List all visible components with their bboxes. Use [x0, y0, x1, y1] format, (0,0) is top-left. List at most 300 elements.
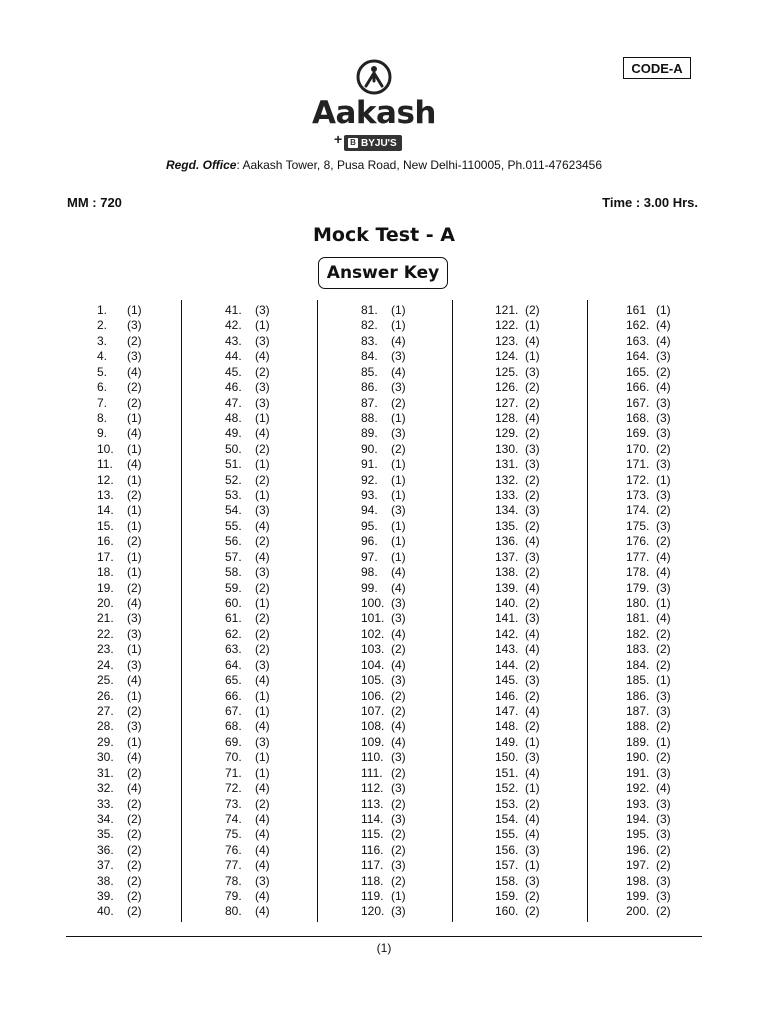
answer-option: (2) — [391, 796, 406, 811]
answer-row — [225, 534, 270, 549]
question-number: 69. — [225, 734, 242, 749]
answer-row — [225, 827, 270, 842]
answer-row — [225, 766, 270, 781]
question-number: 200. — [626, 904, 650, 919]
answer-option: (2) — [525, 719, 540, 734]
question-number: 171. — [626, 457, 650, 472]
question-number: 162. — [626, 318, 650, 333]
question-number: 106. — [361, 688, 385, 703]
answer-row — [495, 365, 540, 380]
answer-row — [361, 565, 406, 580]
answer-option: (3) — [525, 842, 540, 857]
answer-option: (2) — [127, 534, 142, 549]
question-number: 158. — [495, 873, 519, 888]
byjus-mark-icon: B — [348, 138, 358, 148]
answer-option: (4) — [525, 333, 540, 348]
answer-row — [225, 658, 270, 673]
answer-option: (4) — [656, 333, 671, 348]
question-number: 103. — [361, 642, 385, 657]
question-number: 56. — [225, 534, 242, 549]
answer-option: (1) — [391, 410, 406, 425]
answer-row — [361, 827, 406, 842]
question-number: 100. — [361, 596, 385, 611]
answer-option: (4) — [391, 719, 406, 734]
answer-row — [225, 349, 270, 364]
question-number: 7. — [97, 395, 108, 410]
answer-row — [495, 689, 540, 704]
answer-row — [626, 874, 671, 889]
answer-row — [97, 596, 142, 611]
question-number: 48. — [225, 410, 242, 425]
answer-row — [97, 334, 142, 349]
answer-option: (3) — [391, 349, 406, 364]
answer-row — [97, 442, 142, 457]
max-marks: MM : 720 — [67, 195, 122, 210]
question-number: 138. — [495, 565, 519, 580]
question-number: 156. — [495, 842, 519, 857]
answer-row — [97, 473, 142, 488]
answer-option: (2) — [525, 426, 540, 441]
answer-option: (3) — [391, 811, 406, 826]
answer-row — [361, 334, 406, 349]
answer-row — [495, 750, 540, 765]
answer-option: (4) — [255, 719, 270, 734]
question-number: 39. — [97, 889, 114, 904]
answer-option: (1) — [255, 318, 270, 333]
answer-column-3 — [361, 303, 406, 920]
question-number: 189. — [626, 734, 650, 749]
question-number: 176. — [626, 534, 650, 549]
answer-row — [97, 303, 142, 318]
answer-row — [361, 812, 406, 827]
answer-row — [97, 581, 142, 596]
answer-row — [626, 797, 671, 812]
answer-option: (1) — [255, 410, 270, 425]
answer-option: (4) — [525, 765, 540, 780]
answer-row — [225, 781, 270, 796]
answer-option: (2) — [391, 441, 406, 456]
answer-option: (1) — [255, 703, 270, 718]
answer-row — [97, 766, 142, 781]
column-divider — [181, 300, 182, 922]
answer-row — [225, 735, 270, 750]
answer-option: (3) — [656, 688, 671, 703]
answer-row — [495, 457, 540, 472]
question-number: 65. — [225, 673, 242, 688]
answer-row — [225, 473, 270, 488]
question-number: 35. — [97, 827, 114, 842]
answer-column-1 — [97, 303, 142, 920]
answer-option: (2) — [391, 827, 406, 842]
answer-option: (3) — [656, 889, 671, 904]
byjus-badge — [334, 131, 402, 151]
question-number: 124. — [495, 349, 519, 364]
partner-name: BYJU'S — [361, 137, 397, 149]
answer-row — [225, 442, 270, 457]
answer-row — [495, 611, 540, 626]
answer-row — [225, 673, 270, 688]
office-address: : Aakash Tower, 8, Pusa Road, New Delhi-110005, Ph.011-47623456 — [236, 158, 603, 172]
answer-option: (2) — [127, 842, 142, 857]
answer-option: (2) — [656, 858, 671, 873]
answer-row — [361, 581, 406, 596]
answer-row — [626, 519, 671, 534]
question-number: 53. — [225, 488, 242, 503]
answer-option: (3) — [525, 503, 540, 518]
answer-row — [225, 904, 270, 919]
question-number: 46. — [225, 380, 242, 395]
question-number: 115. — [361, 827, 384, 842]
answer-row — [495, 858, 540, 873]
answer-row — [626, 550, 671, 565]
answer-option: (2) — [255, 580, 270, 595]
answer-row — [225, 689, 270, 704]
answer-option: (2) — [127, 889, 142, 904]
answer-row — [361, 781, 406, 796]
answer-option: (4) — [255, 349, 270, 364]
answer-row — [626, 457, 671, 472]
answer-option: (3) — [127, 626, 142, 641]
answer-row — [495, 874, 540, 889]
question-number: 175. — [626, 518, 650, 533]
answer-row — [495, 673, 540, 688]
question-number: 37. — [97, 858, 114, 873]
answer-option: (3) — [255, 734, 270, 749]
answer-row — [361, 642, 406, 657]
aakash-emblem-icon — [356, 59, 392, 95]
question-number: 17. — [97, 549, 114, 564]
answer-option: (4) — [127, 364, 142, 379]
answer-option: (2) — [525, 596, 540, 611]
question-number: 26. — [97, 688, 114, 703]
question-number: 31. — [97, 765, 114, 780]
answer-option: (3) — [525, 457, 540, 472]
question-number: 139. — [495, 580, 519, 595]
answer-option: (4) — [525, 410, 540, 425]
answer-row — [97, 889, 142, 904]
answer-row — [626, 503, 671, 518]
answer-row — [495, 303, 540, 318]
answer-row — [626, 596, 671, 611]
answer-row — [361, 457, 406, 472]
answer-row — [97, 457, 142, 472]
answer-row — [225, 627, 270, 642]
answer-option: (3) — [525, 673, 540, 688]
question-number: 161 — [626, 303, 647, 317]
answer-row — [225, 396, 270, 411]
answer-row — [495, 473, 540, 488]
answer-option: (4) — [656, 380, 671, 395]
answer-row — [97, 689, 142, 704]
column-divider — [452, 300, 453, 922]
answer-row — [495, 411, 540, 426]
answer-row — [225, 797, 270, 812]
question-number: 4. — [97, 349, 108, 364]
answer-option: (1) — [391, 549, 406, 564]
answer-row — [626, 581, 671, 596]
question-number: 67. — [225, 703, 242, 718]
answer-option: (1) — [391, 488, 406, 503]
question-number: 116. — [361, 842, 384, 857]
answer-row — [495, 797, 540, 812]
answer-option: (4) — [127, 781, 142, 796]
answer-option: (1) — [525, 858, 540, 873]
answer-option: (2) — [525, 472, 540, 487]
answer-option: (2) — [255, 534, 270, 549]
answer-row — [626, 611, 671, 626]
question-number: 95. — [361, 518, 378, 533]
question-number: 47. — [225, 395, 242, 410]
question-number: 110. — [361, 750, 384, 765]
answer-option: (2) — [525, 657, 540, 672]
answer-option: (2) — [127, 873, 142, 888]
answer-option: (1) — [391, 518, 406, 533]
question-number: 122. — [495, 318, 519, 333]
answer-option: (1) — [127, 734, 142, 749]
answer-row — [626, 766, 671, 781]
question-number: 187. — [626, 703, 650, 718]
answer-option: (1) — [391, 318, 406, 333]
question-number: 123. — [495, 333, 519, 348]
question-number: 154. — [495, 811, 519, 826]
answer-option: (4) — [525, 811, 540, 826]
answer-row — [361, 442, 406, 457]
question-number: 113. — [361, 796, 384, 811]
answer-option: (2) — [127, 904, 142, 919]
answer-row — [361, 519, 406, 534]
answer-row — [97, 534, 142, 549]
question-number: 8. — [97, 410, 108, 425]
question-number: 96. — [361, 534, 378, 549]
answer-row — [225, 858, 270, 873]
question-number: 121. — [495, 303, 519, 317]
question-number: 20. — [97, 596, 114, 611]
answer-row — [225, 889, 270, 904]
answer-option: (3) — [391, 426, 406, 441]
answer-row — [495, 843, 540, 858]
answer-option: (1) — [127, 549, 142, 564]
answer-row — [626, 704, 671, 719]
answer-row — [626, 396, 671, 411]
answer-row — [495, 781, 540, 796]
answer-row — [225, 411, 270, 426]
question-number: 144. — [495, 657, 519, 672]
question-number: 14. — [97, 503, 114, 518]
answer-option: (2) — [391, 873, 406, 888]
answer-row — [97, 550, 142, 565]
answer-option: (2) — [525, 796, 540, 811]
answer-row — [97, 349, 142, 364]
answer-row — [97, 827, 142, 842]
answer-option: (3) — [656, 873, 671, 888]
answer-option: (1) — [127, 688, 142, 703]
question-number: 172. — [626, 472, 650, 487]
code-label: CODE-A — [623, 57, 691, 79]
footer-rule — [66, 936, 702, 937]
answer-option: (3) — [127, 719, 142, 734]
answer-row — [97, 858, 142, 873]
answer-row — [361, 797, 406, 812]
answer-option: (2) — [127, 827, 142, 842]
answer-option: (3) — [656, 827, 671, 842]
question-number: 40. — [97, 904, 114, 919]
answer-option: (3) — [656, 426, 671, 441]
question-number: 43. — [225, 333, 242, 348]
answer-option: (4) — [255, 518, 270, 533]
answer-row — [97, 411, 142, 426]
answer-option: (3) — [656, 703, 671, 718]
answer-row — [97, 735, 142, 750]
question-number: 199. — [626, 889, 650, 904]
answer-option: (3) — [656, 580, 671, 595]
question-number: 22. — [97, 626, 114, 641]
question-number: 6. — [97, 380, 108, 395]
question-number: 25. — [97, 673, 114, 688]
answer-row — [626, 642, 671, 657]
page-title: Mock Test - A — [312, 224, 455, 246]
question-number: 2. — [97, 318, 108, 333]
answer-row — [361, 750, 406, 765]
answer-option: (4) — [127, 596, 142, 611]
answer-option: (3) — [656, 410, 671, 425]
answer-option: (2) — [127, 858, 142, 873]
question-number: 54. — [225, 503, 242, 518]
answer-option: (1) — [525, 734, 540, 749]
answer-option: (3) — [127, 611, 142, 626]
answer-row — [97, 365, 142, 380]
answer-row — [495, 534, 540, 549]
answer-row — [97, 904, 142, 919]
answer-row — [495, 658, 540, 673]
answer-row — [225, 704, 270, 719]
question-number: 148. — [495, 719, 519, 734]
answer-option: (4) — [255, 858, 270, 873]
answer-row — [361, 658, 406, 673]
question-number: 63. — [225, 642, 242, 657]
answer-row — [495, 426, 540, 441]
answer-option: (2) — [127, 796, 142, 811]
question-number: 104. — [361, 657, 385, 672]
answer-row — [495, 827, 540, 842]
answer-option: (2) — [525, 904, 540, 919]
question-number: 68. — [225, 719, 242, 734]
answer-option: (2) — [255, 364, 270, 379]
question-number: 29. — [97, 734, 114, 749]
answer-option: (2) — [127, 333, 142, 348]
answer-option: (4) — [255, 811, 270, 826]
question-number: 102. — [361, 626, 385, 641]
answer-row — [225, 642, 270, 657]
question-number: 164. — [626, 349, 650, 364]
answer-option: (2) — [391, 703, 406, 718]
answer-option: (4) — [391, 657, 406, 672]
answer-row — [97, 396, 142, 411]
question-number: 173. — [626, 488, 650, 503]
answer-option: (2) — [391, 765, 406, 780]
question-number: 77. — [225, 858, 242, 873]
answer-option: (2) — [656, 503, 671, 518]
answer-option: (1) — [525, 349, 540, 364]
answer-row — [495, 904, 540, 919]
answer-row — [97, 704, 142, 719]
question-number: 90. — [361, 441, 378, 456]
aakash-logo — [310, 57, 438, 154]
answer-option: (3) — [525, 549, 540, 564]
question-number: 79. — [225, 889, 242, 904]
answer-option: (4) — [127, 457, 142, 472]
answer-option: (2) — [656, 904, 671, 919]
answer-option: (3) — [255, 333, 270, 348]
answer-row — [97, 797, 142, 812]
answer-option: (1) — [656, 673, 671, 688]
answer-option: (2) — [127, 395, 142, 410]
answer-option: (4) — [525, 827, 540, 842]
answer-option: (3) — [656, 518, 671, 533]
answer-option: (2) — [525, 395, 540, 410]
question-number: 98. — [361, 565, 378, 580]
answer-row — [361, 426, 406, 441]
answer-row — [225, 611, 270, 626]
column-divider — [587, 300, 588, 922]
answer-row — [495, 488, 540, 503]
question-number: 33. — [97, 796, 114, 811]
question-number: 36. — [97, 842, 114, 857]
answer-row — [361, 503, 406, 518]
question-number: 55. — [225, 518, 242, 533]
registered-office — [0, 158, 768, 172]
answer-option: (3) — [391, 750, 406, 765]
answer-column-5 — [626, 303, 671, 920]
question-number: 151. — [495, 765, 519, 780]
answer-row — [495, 519, 540, 534]
question-number: 155. — [495, 827, 519, 842]
question-number: 28. — [97, 719, 114, 734]
answer-option: (1) — [255, 457, 270, 472]
answer-option: (1) — [255, 765, 270, 780]
question-number: 111. — [361, 765, 383, 780]
question-number: 23. — [97, 642, 114, 657]
question-number: 125. — [495, 364, 519, 379]
question-number: 62. — [225, 626, 242, 641]
question-number: 70. — [225, 750, 242, 765]
answer-option: (1) — [255, 688, 270, 703]
answer-row — [495, 704, 540, 719]
question-number: 131. — [495, 457, 519, 472]
question-number: 27. — [97, 703, 114, 718]
answer-row — [626, 303, 671, 318]
question-number: 75. — [225, 827, 242, 842]
question-number: 72. — [225, 781, 242, 796]
question-number: 49. — [225, 426, 242, 441]
answer-option: (1) — [255, 488, 270, 503]
answer-option: (3) — [391, 858, 406, 873]
question-number: 11. — [97, 457, 113, 472]
answer-row — [225, 380, 270, 395]
question-number: 169. — [626, 426, 650, 441]
answer-option: (3) — [391, 781, 406, 796]
answer-row — [361, 380, 406, 395]
question-number: 12. — [97, 472, 114, 487]
answer-option: (4) — [391, 565, 406, 580]
answer-row — [97, 380, 142, 395]
question-number: 59. — [225, 580, 242, 595]
answer-option: (1) — [656, 303, 671, 317]
answer-row — [361, 550, 406, 565]
question-number: 160. — [495, 904, 519, 919]
question-number: 152. — [495, 781, 519, 796]
answer-row — [225, 318, 270, 333]
answer-option: (1) — [127, 410, 142, 425]
